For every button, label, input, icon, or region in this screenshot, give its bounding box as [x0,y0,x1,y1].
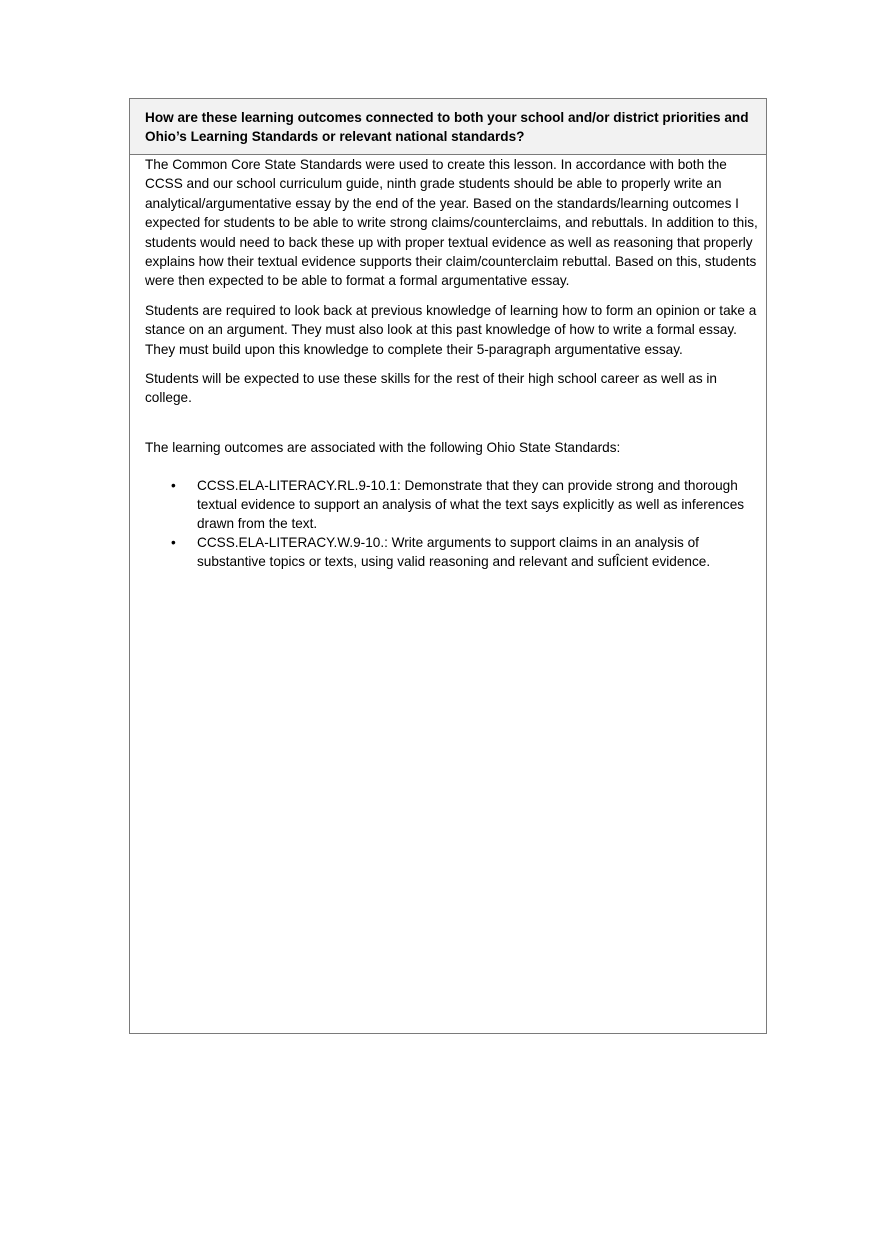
paragraph-standards-intro: The learning outcomes are associated with the following Ohio State Standards: [145,439,621,455]
standard-text: CCSS.ELA-LITERACY.W.9-10.: Write arguments to support claims in an analysis of substantive topics or texts, using valid reasoning and relevant and sufÎcient evidence. [197,535,711,570]
standard-text: CCSS.ELA-LITERACY.RL.9-10.1: Demonstrate that they can provide strong and thorough textual evidence to support an analysis of what the text says explicitly as well as inferences drawn from the text. [197,478,745,532]
bullet-icon: • [171,478,176,494]
table-heading: How are these learning outcomes connected to both your school and/or district priorities and Ohio’s Learning Standards or relevant national standards? [130,99,766,155]
list-item [171,533,760,571]
paragraph-future-use: Students will be expected to use these skills for the rest of their high school career as well as in college. [145,371,717,406]
paragraph-prior-knowledge: Students are required to look back at previous knowledge of learning how to form an opinion or take a stance on an argument. They must also look at this past knowledge of how to write a formal essay. They must build upon this knowledge to complete their 5-paragraph argumentative essay. [145,302,757,357]
bullet-icon: • [171,535,176,551]
standards-list [145,476,760,571]
outcomes-table [129,98,767,1034]
list-item [171,476,760,533]
paragraph-ccss-overview: The Common Core State Standards were used to create this lesson. In accordance with both the CCSS and our school curriculum guide, ninth grade students should be able to properly write an analytical/argumentative essay by the end of the year. Based on the standards/learning outcomes I expected for students to be able to write strong claims/counterclaims, and rebuttals. In addition to this, students would need to back these up with proper textual evidence as well as reasoning that properly explains how their textual evidence supports their claim/counterclaim rebuttal. Based on this, students were then expected to be able to format a formal argumentative essay. [145,157,758,289]
table-body [130,155,766,571]
